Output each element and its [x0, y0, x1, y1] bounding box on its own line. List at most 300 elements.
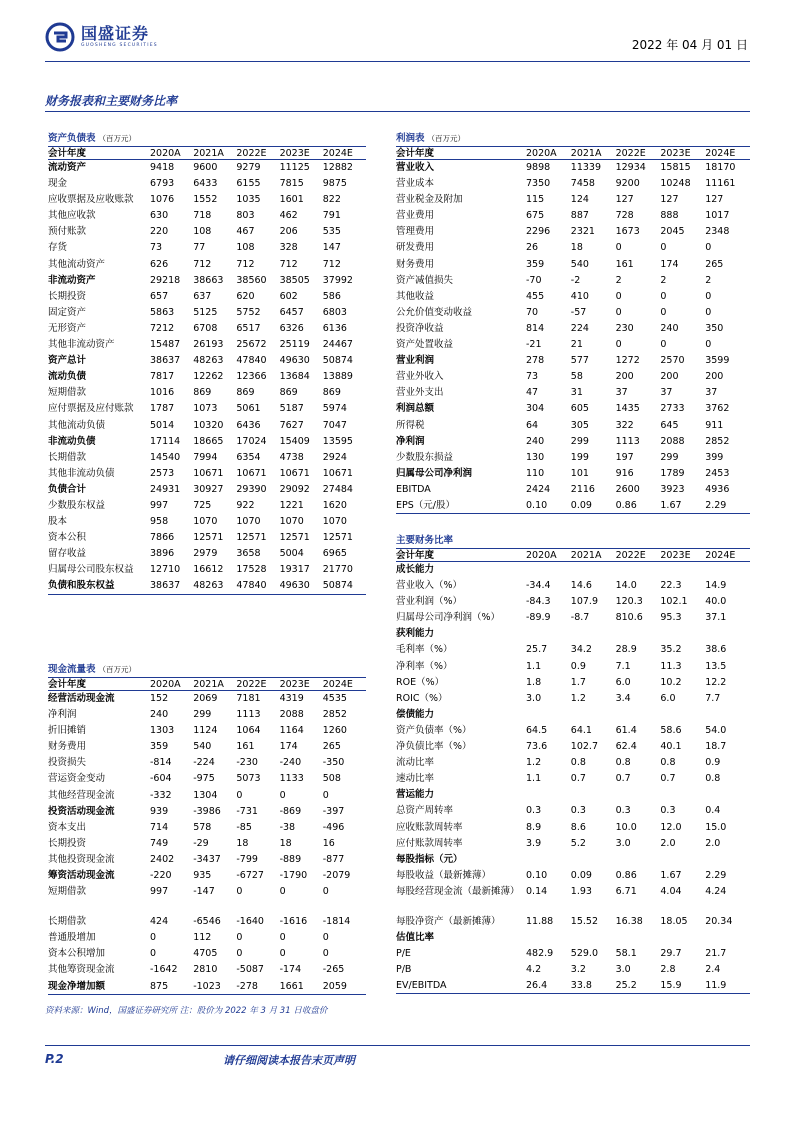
column-header-year: 2023E: [279, 679, 310, 690]
row-label: 其他流动负债: [48, 419, 106, 431]
row-value: 108: [236, 242, 255, 254]
row-value: 4.04: [660, 885, 682, 897]
table-row: [48, 852, 366, 868]
table-row: [396, 321, 750, 337]
row-label: 归属母公司净利润: [396, 467, 473, 479]
row-value: [660, 787, 705, 803]
row-value: 869: [322, 387, 341, 399]
row-value: -1642: [150, 964, 178, 976]
row-value: 1113: [236, 709, 261, 721]
row-value: 15409: [279, 435, 310, 447]
table-row: [396, 482, 750, 498]
row-value: 1.1: [526, 773, 542, 785]
row-value: 657: [150, 290, 169, 302]
table-row: [48, 401, 366, 417]
row-value: 7817: [150, 371, 175, 383]
row-value: 3.2: [570, 964, 586, 976]
row-value: 19317: [279, 564, 310, 576]
table-row: [48, 240, 366, 256]
row-value: 6433: [193, 178, 218, 190]
row-value: 0.7: [570, 773, 586, 785]
row-value: 0: [660, 339, 667, 351]
row-value: 174: [660, 258, 679, 270]
row-value: 7994: [193, 451, 218, 463]
row-value: 12.0: [660, 821, 682, 833]
row-value: 1076: [150, 194, 175, 206]
row-value: 620: [236, 290, 255, 302]
row-value: 25119: [279, 339, 310, 351]
row-value: 2453: [705, 467, 730, 479]
row-value: 1.93: [570, 885, 592, 897]
row-value: 16612: [193, 564, 224, 576]
row-value: 424: [150, 916, 169, 928]
row-value: 27484: [322, 483, 353, 495]
row-value: 3923: [660, 483, 685, 495]
row-value: 47840: [236, 355, 267, 367]
row-value: 997: [150, 499, 169, 511]
row-value: 5073: [236, 773, 261, 785]
row-value: 174: [279, 741, 298, 753]
row-value: 101: [570, 467, 589, 479]
row-value: 1035: [236, 194, 261, 206]
row-value: 7815: [279, 178, 304, 190]
row-value: 16.38: [615, 915, 643, 927]
row-value: 1601: [279, 194, 304, 206]
row-value: 2979: [193, 548, 218, 560]
row-label: 资产处置收益: [396, 339, 454, 351]
row-value: 64.1: [570, 724, 592, 736]
column-header-year: 2021A: [570, 550, 602, 561]
column-header-year: 2024E: [322, 148, 353, 159]
row-label: 应付票据及应付账款: [48, 403, 134, 415]
row-value: 359: [150, 741, 169, 753]
row-value: 73: [150, 242, 163, 254]
income-statement-table: [396, 132, 750, 514]
row-value: 77: [193, 242, 206, 254]
row-label: 少数股东权益: [48, 499, 106, 511]
table-section-row: [396, 930, 750, 946]
row-value: [660, 707, 705, 723]
table-row: [396, 273, 750, 289]
row-label: 净利率（%）: [396, 660, 453, 672]
table-row: [396, 914, 750, 930]
row-label: 净利润: [396, 435, 425, 447]
row-label: 营业费用: [396, 210, 435, 222]
row-value: 2348: [705, 226, 730, 238]
row-label: 营业收入（%）: [396, 580, 463, 592]
row-value: 875: [150, 980, 169, 992]
row-label: ROE（%）: [396, 676, 445, 688]
row-value: 359: [526, 258, 545, 270]
row-value: 1.1: [526, 660, 542, 672]
row-value: 1070: [236, 516, 261, 528]
row-label: 其他流动资产: [48, 258, 106, 270]
row-value: 535: [322, 226, 341, 238]
row-value: 2924: [322, 451, 347, 463]
row-value: 1124: [193, 725, 218, 737]
row-value: 102.1: [660, 596, 688, 608]
table-row: [48, 836, 366, 852]
table-row: [48, 930, 366, 946]
row-value: [660, 562, 705, 578]
row-value: 14.6: [570, 580, 592, 592]
row-value: 18.7: [705, 741, 727, 753]
row-value: 2: [615, 274, 622, 286]
row-value: 4.24: [705, 885, 727, 897]
row-value: 540: [193, 741, 212, 753]
row-value: 48263: [193, 355, 224, 367]
row-value: 200: [705, 371, 724, 383]
column-header-year: 2023E: [279, 148, 310, 159]
row-label: 每股净资产（最新摊薄）: [396, 915, 501, 927]
row-value: 1304: [193, 789, 218, 801]
table-row: [396, 176, 750, 192]
row-label: 净利润: [48, 709, 77, 721]
row-label: 营业外收入: [396, 371, 444, 383]
row-value: 1.2: [526, 757, 542, 769]
table-row: [48, 514, 366, 530]
table-row: [48, 482, 366, 498]
table-row: [48, 804, 366, 820]
row-value: [571, 707, 616, 723]
row-value: 240: [150, 709, 169, 721]
row-value: 37.1: [705, 612, 727, 624]
row-value: 6803: [322, 306, 347, 318]
row-value: 6457: [279, 306, 304, 318]
row-value: [571, 930, 616, 946]
row-label: 营业利润（%）: [396, 596, 463, 608]
row-value: 935: [193, 870, 212, 882]
row-value: 10248: [660, 178, 691, 190]
row-label: 其他经营现金流: [48, 789, 115, 801]
row-value: 2069: [193, 693, 218, 704]
table-row: [396, 224, 750, 240]
row-value: 6.0: [660, 692, 676, 704]
table-row: [48, 691, 366, 707]
row-value: 7.1: [615, 660, 631, 672]
row-value: 48263: [193, 580, 224, 592]
row-value: 265: [705, 258, 724, 270]
row-value: 1661: [279, 980, 304, 992]
row-label: 投资净收益: [396, 322, 444, 334]
row-label: 投资损失: [48, 757, 87, 769]
row-value: 50874: [322, 355, 353, 367]
row-label: 营业收入: [396, 162, 435, 173]
row-label: P/B: [396, 964, 412, 976]
row-value: 0: [279, 948, 286, 960]
table-title: 资产负债表: [48, 133, 96, 144]
row-label: 估值比率: [396, 931, 435, 943]
row-value: 1017: [705, 210, 730, 222]
table-row: [396, 978, 750, 994]
table-row: [396, 240, 750, 256]
row-value: 1133: [279, 773, 304, 785]
row-value: 37: [615, 387, 628, 399]
table-row: [48, 176, 366, 192]
row-value: 6136: [322, 322, 347, 334]
row-value: 0: [660, 306, 667, 318]
row-value: 230: [615, 322, 634, 334]
row-value: 15.0: [705, 821, 727, 833]
row-label: 营运资金变动: [48, 773, 106, 785]
row-value: 350: [705, 322, 724, 334]
row-value: 630: [150, 210, 169, 222]
row-value: 1070: [193, 516, 218, 528]
row-value: 26.4: [526, 980, 548, 992]
row-value: [616, 852, 661, 868]
row-value: 540: [570, 258, 589, 270]
row-value: [660, 852, 705, 868]
row-value: 7458: [570, 178, 595, 190]
row-value: 1.67: [660, 869, 682, 881]
row-value: 38505: [279, 274, 310, 286]
row-value: 200: [660, 371, 679, 383]
row-value: 130: [526, 451, 545, 463]
row-value: 3658: [236, 548, 261, 560]
row-value: 5752: [236, 306, 261, 318]
row-value: -6727: [236, 870, 264, 882]
row-value: 1673: [615, 226, 640, 238]
row-value: [526, 626, 571, 642]
row-value: 37: [705, 387, 718, 399]
row-value: 29390: [236, 483, 267, 495]
row-value: 1.2: [570, 692, 586, 704]
row-value: 0: [322, 789, 329, 801]
row-label: 非流动负债: [48, 435, 96, 447]
row-label: 现金净增加额: [48, 980, 106, 992]
row-value: 34.2: [570, 644, 592, 656]
row-value: 112: [193, 932, 212, 944]
row-value: [616, 707, 661, 723]
row-label: 预付账款: [48, 226, 87, 238]
row-value: -1023: [193, 980, 221, 992]
row-value: 17024: [236, 435, 267, 447]
row-value: 73: [526, 371, 539, 383]
row-value: 4.2: [526, 964, 542, 976]
table-row: [48, 208, 366, 224]
table-row: [396, 208, 750, 224]
report-date: 2022 年 04 月 01 日: [631, 38, 748, 52]
row-value: 18170: [705, 162, 736, 173]
source-note: 资料来源：Wind，国盛证券研究所 注：股价为 2022 年 3 月 31 日收盘价: [45, 1006, 328, 1016]
row-value: 13889: [322, 371, 353, 383]
row-value: 299: [570, 435, 589, 447]
row-value: 791: [322, 210, 341, 222]
row-value: 0.8: [660, 757, 676, 769]
row-value: 110: [526, 467, 545, 479]
row-value: 0.7: [615, 773, 631, 785]
row-value: 7350: [526, 178, 551, 190]
table-row: [396, 192, 750, 208]
table-row: [48, 369, 366, 385]
row-value: -34.4: [526, 580, 551, 592]
row-value: 718: [193, 210, 212, 222]
table-row: [48, 723, 366, 739]
column-header-year: 2021A: [193, 148, 224, 159]
row-value: 70: [526, 306, 539, 318]
row-value: -799: [236, 853, 258, 865]
row-value: [616, 930, 661, 946]
table-row: [48, 739, 366, 755]
row-value: 9875: [322, 178, 347, 190]
row-value: 1164: [279, 725, 304, 737]
row-value: 0.8: [570, 757, 586, 769]
row-value: 25672: [236, 339, 267, 351]
row-value: 399: [705, 451, 724, 463]
table-caption: [396, 132, 750, 146]
row-value: 38637: [150, 580, 181, 592]
table-row: [48, 418, 366, 434]
table-row: [48, 979, 366, 995]
row-value: [705, 707, 750, 723]
row-value: 6793: [150, 178, 175, 190]
row-value: -1790: [279, 870, 308, 882]
row-label: 资产减值损失: [396, 274, 454, 286]
row-label: 短期借款: [48, 886, 87, 898]
table-row: [396, 578, 750, 594]
table-row: [396, 755, 750, 771]
row-label: 资本公积: [48, 532, 87, 544]
row-value: 0: [150, 932, 157, 944]
row-value: 2296: [526, 226, 551, 238]
column-header-year: 2022E: [236, 148, 267, 159]
row-value: 47840: [236, 580, 267, 592]
row-value: 1.67: [660, 499, 682, 511]
table-row: [396, 160, 750, 176]
table-row: [396, 739, 750, 755]
row-value: 14540: [150, 451, 181, 463]
row-label: 每股收益（最新摊薄）: [396, 869, 492, 881]
row-value: 0: [322, 948, 329, 960]
table-row: [396, 836, 750, 852]
row-value: 11339: [570, 162, 602, 173]
row-value: 3.9: [526, 837, 542, 849]
row-value: [660, 626, 705, 642]
row-label: 其他应收款: [48, 210, 96, 222]
logo-icon: [45, 22, 75, 52]
row-value: 38560: [236, 274, 267, 286]
row-value: 939: [150, 805, 169, 817]
row-value: 0: [279, 886, 286, 898]
row-value: 7.7: [705, 692, 721, 704]
column-header-year: 2022E: [615, 148, 646, 159]
table-row: [48, 962, 366, 978]
row-label: 营业外支出: [396, 387, 444, 399]
row-value: 7047: [322, 419, 347, 431]
row-value: 529.0: [570, 948, 598, 960]
table-row: [396, 353, 750, 369]
row-value: 11161: [705, 178, 736, 190]
row-label: EPS（元/股）: [396, 499, 455, 511]
row-label: 研发费用: [396, 242, 435, 254]
row-value: 31: [570, 387, 583, 399]
row-value: 0: [705, 242, 712, 254]
row-label: 每股指标（元）: [396, 853, 463, 865]
table-row: [396, 723, 750, 739]
row-label: 投资活动现金流: [48, 805, 115, 817]
row-value: -3437: [193, 853, 221, 865]
row-value: 725: [193, 499, 212, 511]
table-section-row: [396, 707, 750, 723]
row-label: 负债合计: [48, 483, 87, 495]
row-value: [526, 562, 571, 578]
row-value: 102.7: [570, 741, 598, 753]
table-row: [48, 224, 366, 240]
row-value: 0.10: [526, 499, 548, 511]
row-value: 2.0: [705, 837, 721, 849]
row-value: 15.9: [660, 980, 682, 992]
row-value: 869: [279, 387, 298, 399]
row-value: 147: [322, 242, 341, 254]
row-value: -975: [193, 773, 215, 785]
row-value: 5974: [322, 403, 347, 415]
row-value: -174: [279, 964, 302, 976]
table-title: 主要财务比率: [396, 535, 454, 546]
table-row: [48, 755, 366, 771]
row-value: 95.3: [660, 612, 682, 624]
row-value: 712: [279, 258, 298, 270]
row-value: 2.29: [705, 869, 727, 881]
row-label: 获利能力: [396, 628, 435, 640]
row-label: 非流动资产: [48, 274, 96, 286]
row-value: 2088: [660, 435, 685, 447]
row-value: 2: [660, 274, 667, 286]
row-value: 5863: [150, 306, 175, 318]
row-value: 0.8: [705, 773, 721, 785]
table-row: [48, 578, 366, 594]
row-value: 1064: [236, 725, 261, 737]
row-value: 5004: [279, 548, 304, 560]
row-value: 299: [660, 451, 679, 463]
row-value: 0: [705, 339, 712, 351]
row-value: 0: [615, 339, 622, 351]
column-header-year: 2024E: [705, 148, 736, 159]
row-value: [571, 852, 616, 868]
row-value: 1789: [660, 467, 685, 479]
row-value: 64.5: [526, 724, 548, 736]
table-row: [48, 707, 366, 723]
row-value: 455: [526, 290, 545, 302]
row-value: -1640: [236, 916, 264, 928]
row-value: 161: [236, 741, 255, 753]
row-label: 毛利率（%）: [396, 644, 453, 656]
table-caption: [48, 663, 366, 677]
table-row: [48, 160, 366, 176]
row-value: 24467: [322, 339, 353, 351]
row-value: 1620: [322, 499, 347, 511]
row-value: 37992: [322, 274, 353, 286]
row-value: 1113: [615, 435, 640, 447]
row-value: -38: [279, 821, 296, 833]
table-title: 利润表: [396, 133, 425, 144]
row-value: -731: [236, 805, 258, 817]
row-value: 12.2: [705, 676, 727, 688]
row-label: 留存收益: [48, 548, 87, 560]
row-value: 64: [526, 419, 539, 431]
row-value: 3599: [705, 355, 730, 367]
table-row: [396, 884, 750, 914]
row-value: -869: [279, 805, 302, 817]
table-row: [396, 659, 750, 675]
row-value: 0.9: [570, 660, 586, 672]
row-value: 578: [193, 821, 212, 833]
row-value: [571, 562, 616, 578]
row-label: 每股经营现金流（最新摊薄）: [396, 885, 520, 897]
row-label: 营业税金及附加: [396, 194, 463, 206]
row-value: 1070: [322, 516, 347, 528]
row-value: 6155: [236, 178, 261, 190]
row-value: -814: [150, 757, 172, 769]
